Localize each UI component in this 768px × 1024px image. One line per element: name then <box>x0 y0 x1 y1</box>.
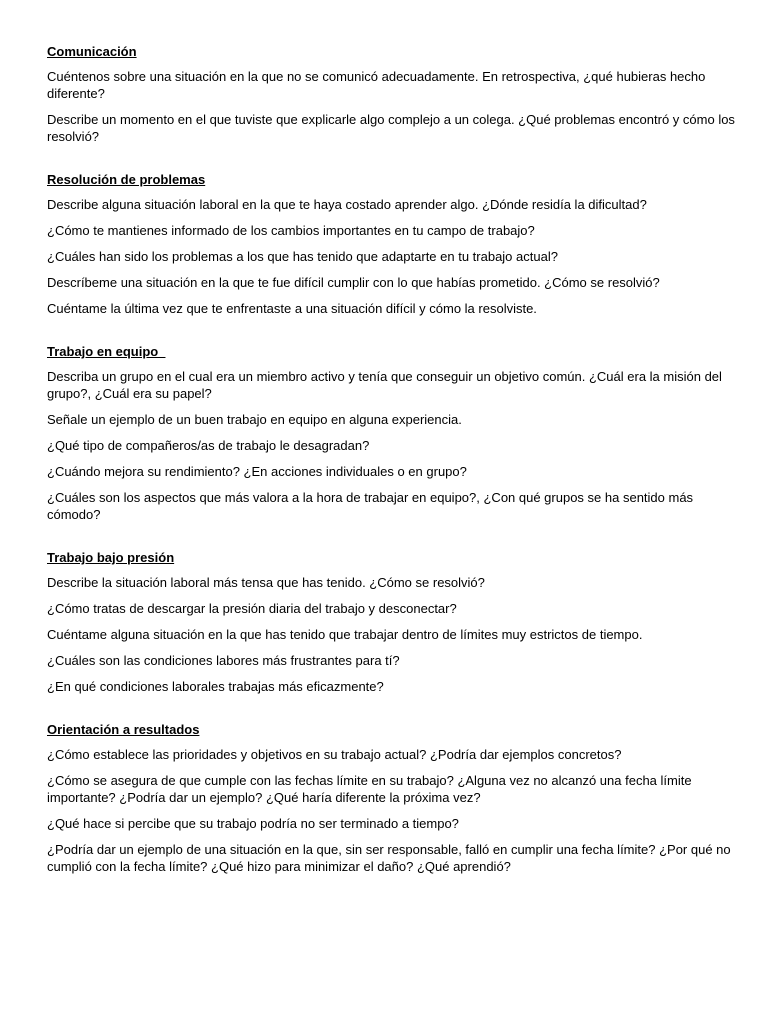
section-heading: Comunicación <box>47 44 137 59</box>
question-item: Cuéntame la última vez que te enfrentaste a una situación difícil y cómo la resolviste. <box>47 301 537 316</box>
question-item: Descríbeme una situación en la que te fue difícil cumplir con lo que habías prometido. ¿Cómo se resolvió? <box>47 275 660 290</box>
section-resolucion-de-problemas <box>47 172 737 317</box>
question-item: Describe alguna situación laboral en la que te haya costado aprender algo. ¿Dónde residía la dificultad? <box>47 197 647 212</box>
section-heading: Trabajo bajo presión <box>47 550 175 565</box>
section-trabajo-bajo-presion <box>47 550 737 695</box>
question-item: ¿Podría dar un ejemplo de una situación en la que, sin ser responsable, falló en cumplir una fecha límite? ¿Por qué no cumplió con la fecha límite? ¿Qué hizo para minimizar el daño? ¿Qué aprendió? <box>47 842 731 874</box>
section-orientacion-a-resultados <box>47 722 737 875</box>
question-item: Cuéntame alguna situación en la que has tenido que trabajar dentro de límites muy estrictos de tiempo. <box>47 627 643 642</box>
section-heading: Trabajo en equipo <box>47 344 166 359</box>
question-item: ¿Cómo establece las prioridades y objetivos en su trabajo actual? ¿Podría dar ejemplos concretos? <box>47 747 622 762</box>
question-item: ¿Cuándo mejora su rendimiento? ¿En acciones individuales o en grupo? <box>47 464 467 479</box>
section-trabajo-en-equipo <box>47 344 737 523</box>
document-page <box>47 44 737 902</box>
question-item: ¿Cómo se asegura de que cumple con las fechas límite en su trabajo? ¿Alguna vez no alcanzó una fecha límite importante? ¿Podría dar un ejemplo? ¿Qué haría diferente la próxima vez? <box>47 773 692 805</box>
section-heading: Orientación a resultados <box>47 722 200 737</box>
section-heading: Resolución de problemas <box>47 172 206 187</box>
question-item: ¿Cuáles han sido los problemas a los que has tenido que adaptarte en tu trabajo actual? <box>47 249 558 264</box>
question-item: ¿Cómo tratas de descargar la presión diaria del trabajo y desconectar? <box>47 601 457 616</box>
section-comunicacion <box>47 44 737 145</box>
question-item: ¿Cuáles son las condiciones labores más frustrantes para tí? <box>47 653 400 668</box>
question-item: ¿Cómo te mantienes informado de los cambios importantes en tu campo de trabajo? <box>47 223 535 238</box>
question-item: Cuéntenos sobre una situación en la que no se comunicó adecuadamente. En retrospectiva, ¿qué hubieras hecho diferente? <box>47 69 706 101</box>
question-item: ¿Qué tipo de compañeros/as de trabajo le desagradan? <box>47 438 370 453</box>
question-item: ¿Cuáles son los aspectos que más valora a la hora de trabajar en equipo?, ¿Con qué grupos se ha sentido más cómodo? <box>47 490 694 522</box>
question-item: Señale un ejemplo de un buen trabajo en equipo en alguna experiencia. <box>47 412 462 427</box>
question-item: Describa un grupo en el cual era un miembro activo y tenía que conseguir un objetivo común. ¿Cuál era la misión del grupo?, ¿Cuál era su papel? <box>47 369 722 401</box>
question-item: Describe la situación laboral más tensa que has tenido. ¿Cómo se resolvió? <box>47 575 485 590</box>
question-item: ¿En qué condiciones laborales trabajas más eficazmente? <box>47 679 384 694</box>
question-item: Describe un momento en el que tuviste que explicarle algo complejo a un colega. ¿Qué problemas encontró y cómo los resolvió? <box>47 112 735 144</box>
question-item: ¿Qué hace si percibe que su trabajo podría no ser terminado a tiempo? <box>47 816 459 831</box>
